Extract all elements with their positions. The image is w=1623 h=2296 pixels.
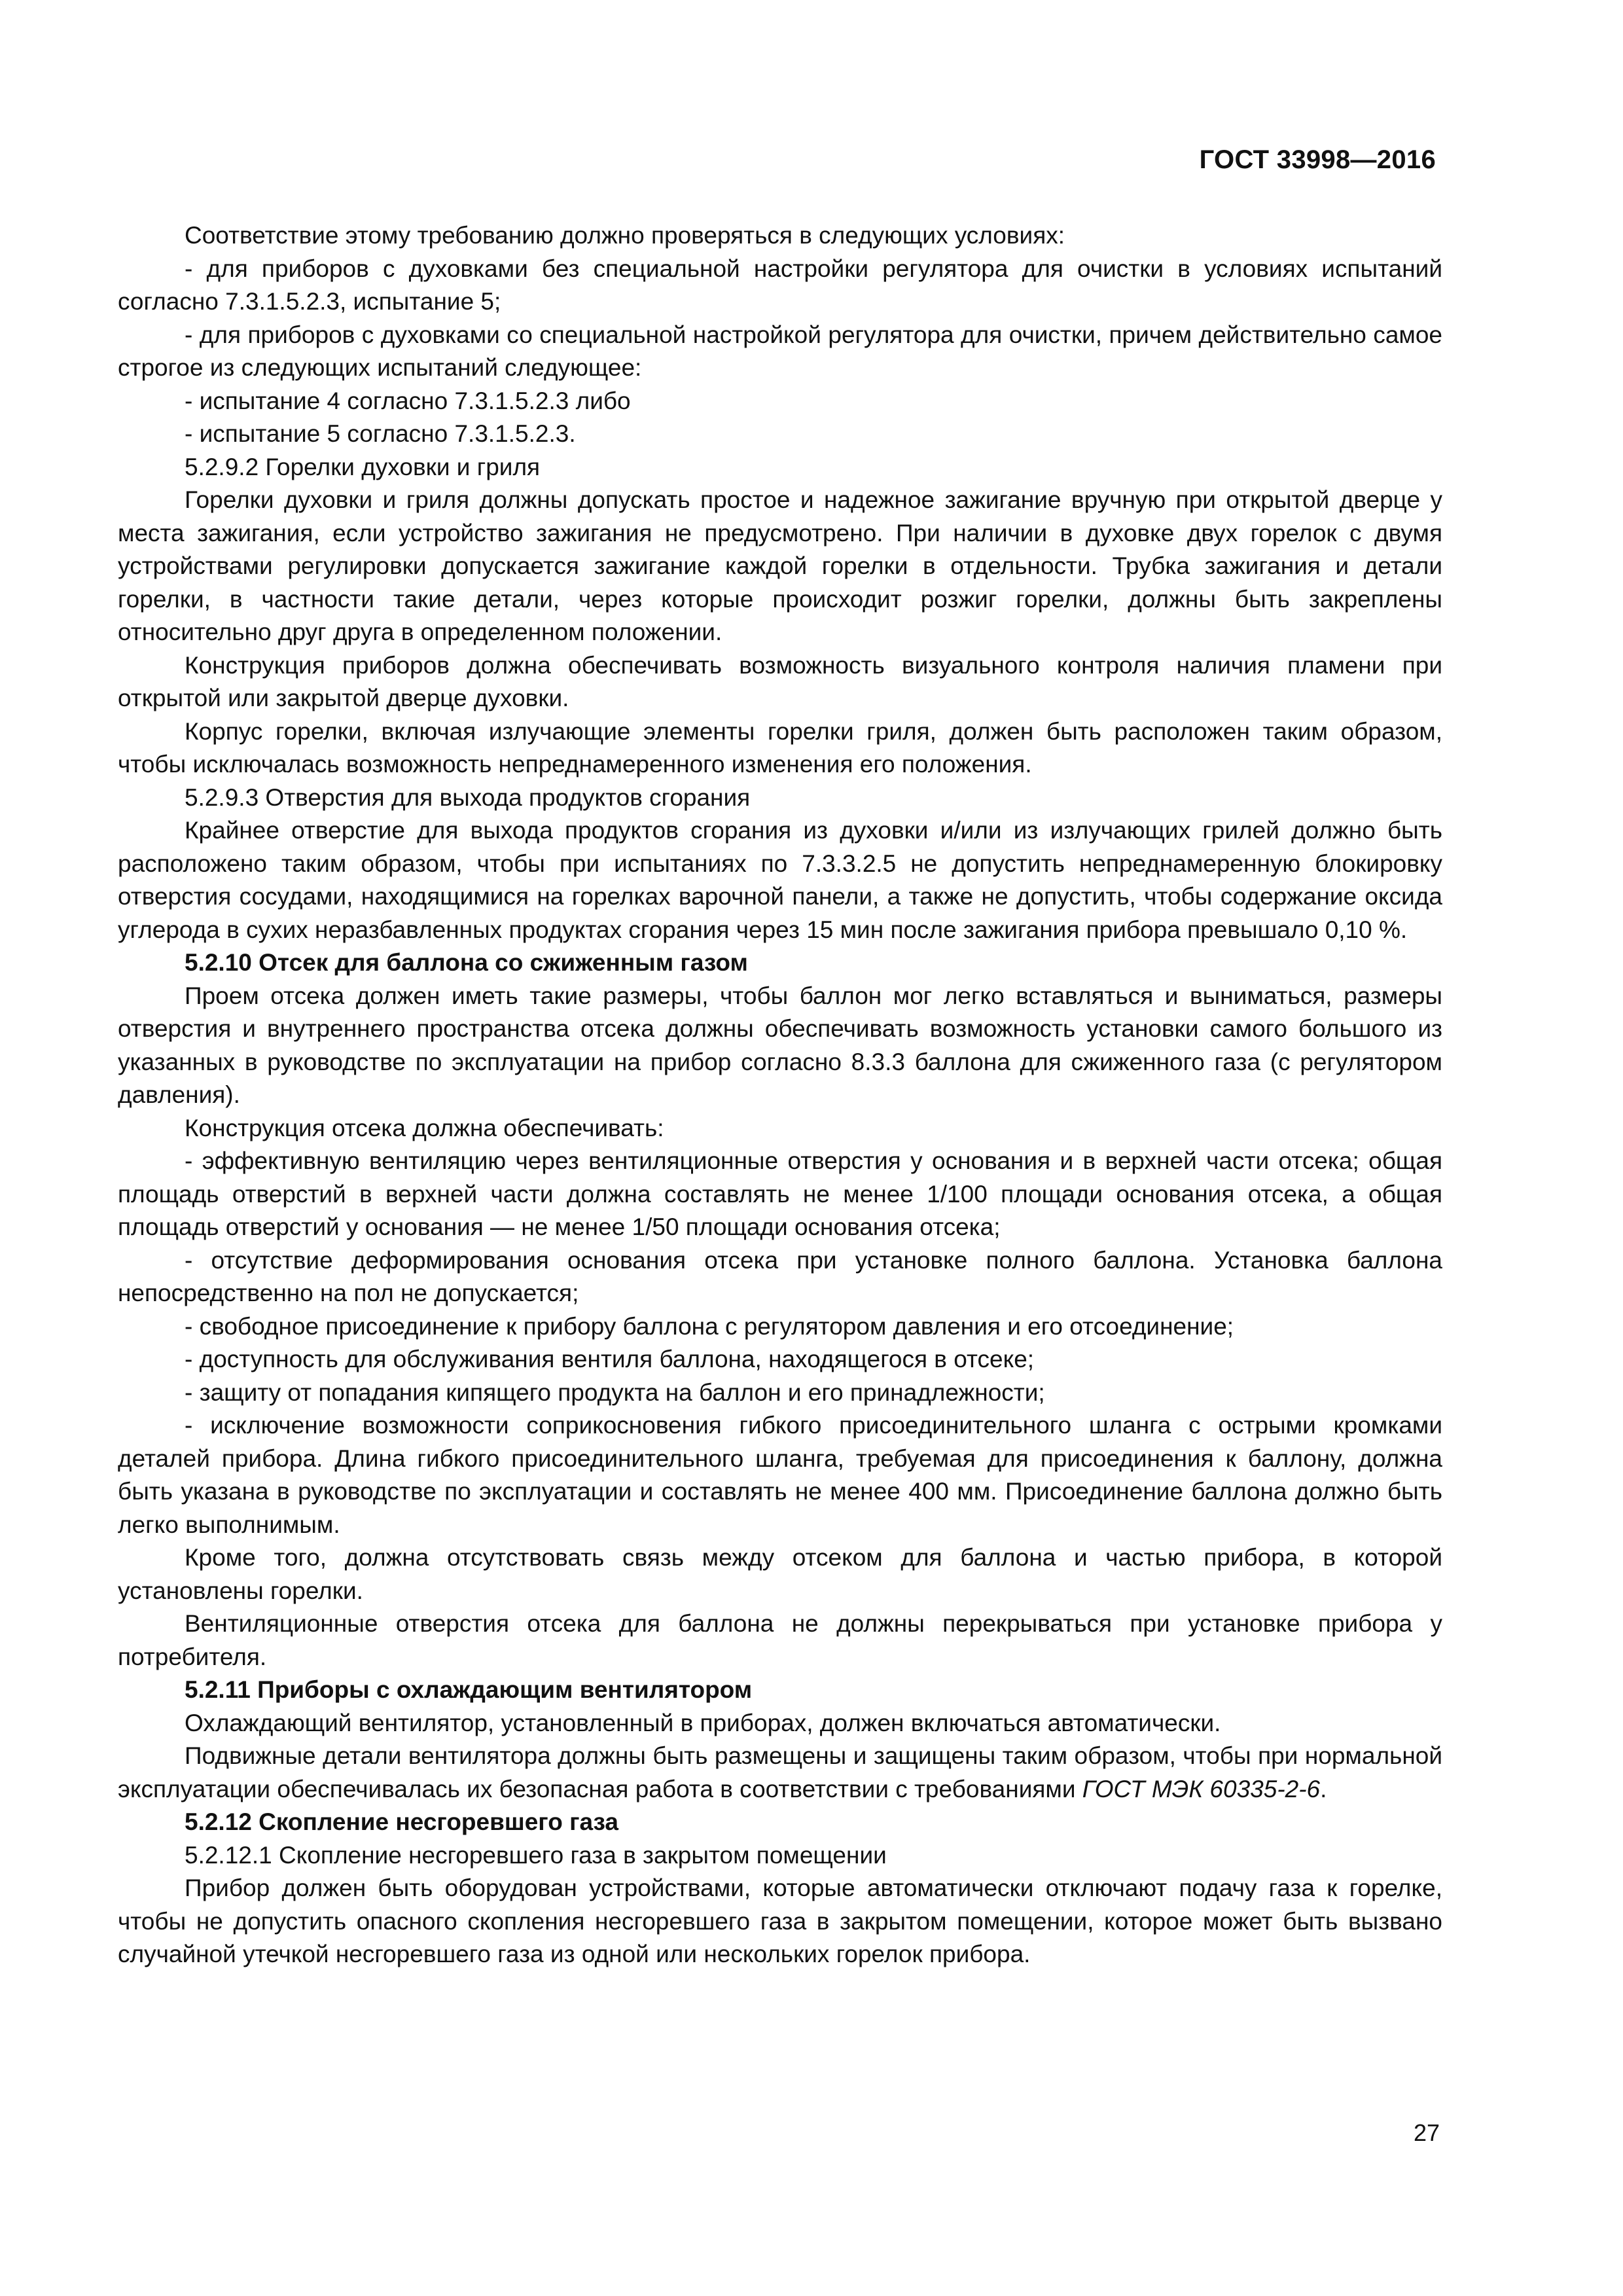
paragraph-text: - испытание 5 согласно 7.3.1.5.2.3.	[185, 420, 576, 447]
paragraph	[118, 1310, 1442, 1344]
paragraph	[118, 484, 1442, 649]
paragraph	[118, 715, 1442, 781]
document-header: ГОСТ 33998—2016	[1199, 145, 1436, 174]
paragraph	[118, 649, 1442, 715]
paragraph-text: Соответствие этому требованию должно проверяться в следующих условиях:	[185, 222, 1065, 249]
paragraph-text: Конструкция приборов должна обеспечивать возможность визуального контроля наличия пламени при открытой или закрытой дверце духовки.	[118, 651, 1442, 711]
paragraph-text: Проем отсека должен иметь такие размеры, чтобы баллон мог легко вставляться и выниматься, размеры отверстия и внутреннего пространства отсека должны обеспечивать возможность установки самого большого из указанных в руководстве по эксплуатации на прибор согласно 8.3.3 баллона для сжиженного газа (с регулятором давления).	[118, 982, 1442, 1108]
section-heading	[118, 946, 1442, 980]
paragraph	[118, 1839, 1442, 1873]
document-body	[118, 219, 1442, 1971]
paragraph	[118, 1376, 1442, 1410]
paragraph	[118, 814, 1442, 946]
paragraph	[118, 781, 1442, 815]
standard-reference: ГОСТ МЭК 60335-2-6	[1082, 1775, 1321, 1803]
paragraph-text: Кроме того, должна отсутствовать связь между отсеком для баллона и частью прибора, в которой установлены горелки.	[118, 1544, 1442, 1604]
paragraph-tail: .	[1320, 1775, 1327, 1803]
paragraph-text: - испытание 4 согласно 7.3.1.5.2.3 либо	[185, 387, 631, 414]
paragraph-text: 5.2.12 Скопление несгоревшего газа	[185, 1808, 619, 1835]
paragraph-text: Охлаждающий вентилятор, установленный в приборах, должен включаться автоматически.	[185, 1709, 1221, 1736]
paragraph-text: Корпус горелки, включая излучающие элементы горелки гриля, должен быть расположен таким образом, чтобы исключалась возможность непреднамеренного изменения его положения.	[118, 717, 1442, 778]
paragraph	[118, 1145, 1442, 1244]
paragraph-text: 5.2.9.2 Горелки духовки и гриля	[185, 453, 541, 480]
paragraph	[118, 980, 1442, 1112]
paragraph-text: Прибор должен быть оборудован устройствами, которые автоматически отключают подачу газа к горелке, чтобы не допустить опасного скопления несгоревшего газа в закрытом помещении, которое может быть вызвано случайной утечкой несгоревшего газа из одной или нескольких горелок прибора.	[118, 1874, 1442, 1967]
paragraph-text: 5.2.9.3 Отверстия для выхода продуктов сгорания	[185, 783, 751, 811]
paragraph-text: Горелки духовки и гриля должны допускать простое и надежное зажигание вручную при открытой дверце у места зажигания, если устройство зажигания не предусмотрено. При наличии в духовке двух горелок с двумя устройствами регулировки допускается зажигание каждой горелки в отдельности. Трубка зажигания и детали горелки, в частности такие детали, через которые происходит розжиг горелки, должны быть закреплены относительно друг друга в определенном положении.	[118, 486, 1442, 645]
page-number: 27	[1413, 2119, 1440, 2146]
section-heading	[118, 1806, 1442, 1839]
paragraph-text: - для приборов с духовками со специальной настройкой регулятора для очистки, причем действительно самое строгое из следующих испытаний следующее:	[118, 321, 1442, 381]
paragraph-text: Конструкция отсека должна обеспечивать:	[185, 1114, 664, 1141]
paragraph	[118, 253, 1442, 319]
paragraph	[118, 1707, 1442, 1740]
paragraph-text: - исключение возможности соприкосновения гибкого присоединительного шланга с острыми кромками деталей прибора. Длина гибкого присоединительного шланга, требуемая для присоединения к баллону, должна быть указана в руководстве по эксплуатации и составлять не менее 400 мм. Присоединение баллона должно быть легко выполнимым.	[118, 1412, 1442, 1538]
paragraph-text: - для приборов с духовками без специальной настройки регулятора для очистки в условиях испытаний согласно 7.3.1.5.2.3, испытание 5;	[118, 255, 1442, 315]
paragraph	[118, 219, 1442, 253]
paragraph-text: - эффективную вентиляцию через вентиляционные отверстия у основания и в верхней части отсека; общая площадь отверстий в верхней части должна составлять не менее 1/100 площади основания отсека, а общая площадь отверстий у основания — не менее 1/50 площади основания отсека;	[118, 1147, 1442, 1240]
paragraph	[118, 1872, 1442, 1971]
paragraph-text: 5.2.12.1 Скопление несгоревшего газа в закрытом помещении	[185, 1841, 887, 1869]
paragraph	[118, 319, 1442, 385]
paragraph	[118, 1343, 1442, 1376]
paragraph-text: 5.2.10 Отсек для баллона со сжиженным газом	[185, 949, 748, 976]
paragraph-text: - защиту от попадания кипящего продукта на баллон и его принадлежности;	[185, 1378, 1045, 1406]
paragraph-text: Крайнее отверстие для выхода продуктов сгорания из духовки и/или из излучающих грилей должно быть расположено таким образом, чтобы при испытаниях по 7.3.3.2.5 не допустить непреднамеренную блокировку отверстия сосудами, находящимися на горелках варочной панели, а также не допустить, чтобы содержание оксида углерода в сухих неразбавленных продуктах сгорания через 15 мин после зажигания прибора превышало 0,10 %.	[118, 817, 1442, 943]
paragraph	[118, 1607, 1442, 1674]
paragraph	[118, 1244, 1442, 1310]
paragraph	[118, 1541, 1442, 1607]
paragraph	[118, 1740, 1442, 1806]
paragraph	[118, 1409, 1442, 1541]
paragraph-text: - доступность для обслуживания вентиля баллона, находящегося в отсеке;	[185, 1346, 1035, 1372]
paragraph	[118, 418, 1442, 451]
paragraph	[118, 385, 1442, 418]
paragraph-text: - отсутствие деформирования основания отсека при установке полного баллона. Установка баллона непосредственно на пол не допускается;	[118, 1246, 1442, 1306]
paragraph	[118, 1112, 1442, 1145]
paragraph	[118, 451, 1442, 484]
paragraph-text: - свободное присоединение к прибору баллона с регулятором давления и его отсоединение;	[185, 1312, 1234, 1340]
section-heading	[118, 1674, 1442, 1707]
paragraph-text: 5.2.11 Приборы с охлаждающим вентилятором	[185, 1676, 753, 1703]
paragraph-text: Подвижные детали вентилятора должны быть размещены и защищены таким образом, чтобы при нормальной эксплуатации обеспечивалась их безопасная работа в соответствии с требованиями	[118, 1742, 1442, 1803]
paragraph-text: Вентиляционные отверстия отсека для баллона не должны перекрываться при установке прибора у потребителя.	[118, 1610, 1442, 1670]
